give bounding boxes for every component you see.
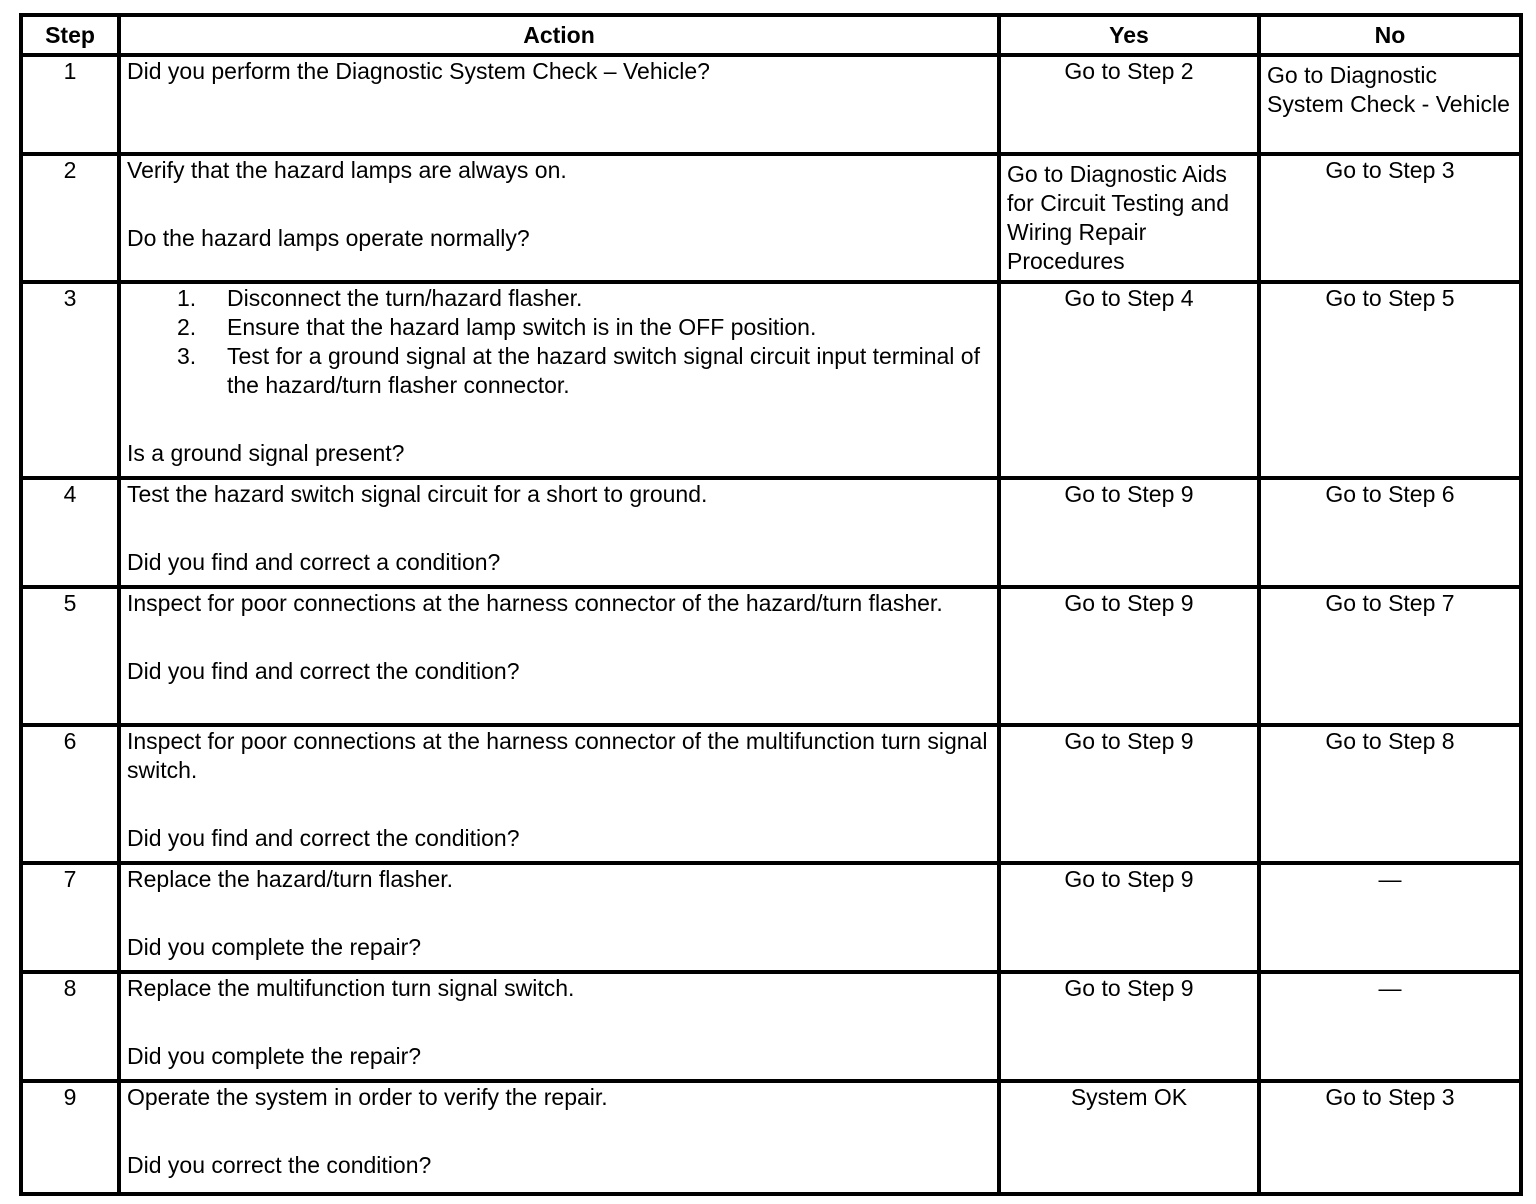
header-yes: Yes [999,15,1259,55]
no-cell: Go to Step 7 [1259,587,1521,725]
yes-cell: Go to Step 9 [999,587,1259,725]
substep-item [177,284,991,313]
action-text: Test the hazard switch signal circuit for a short to ground. [127,481,708,507]
substep-text: Ensure that the hazard lamp switch is in the OFF position. [227,314,817,340]
no-cell: Go to Step 6 [1259,478,1521,587]
action-text: Did you perform the Diagnostic System Check – Vehicle? [127,58,710,84]
yes-cell: Go to Step 9 [999,863,1259,972]
action-cell [119,1081,999,1194]
yes-cell: Go to Diagnostic Aids for Circuit Testing and Wiring Repair Procedures [999,154,1259,282]
action-question: Did you complete the repair? [127,1043,422,1069]
action-question: Did you find and correct the condition? [127,825,520,851]
action-text: Operate the system in order to verify the repair. [127,1084,608,1110]
yes-cell: Go to Step 9 [999,725,1259,863]
action-question: Did you complete the repair? [127,934,422,960]
step-number: 5 [21,587,119,725]
action-text: Verify that the hazard lamps are always on. [127,157,567,183]
table-row [21,863,1521,972]
action-cell [119,587,999,725]
action-cell [119,282,999,478]
yes-cell: System OK [999,1081,1259,1194]
table-row [21,154,1521,282]
no-cell: Go to Step 3 [1259,154,1521,282]
no-cell: — [1259,972,1521,1081]
step-number: 8 [21,972,119,1081]
table-row [21,282,1521,478]
step-number: 2 [21,154,119,282]
action-cell [119,154,999,282]
action-text: Replace the hazard/turn flasher. [127,866,454,892]
action-cell [119,55,999,154]
substep-number: 1. [177,285,197,311]
step-number: 7 [21,863,119,972]
no-cell: Go to Diagnostic System Check - Vehicle [1259,55,1521,154]
yes-cell: Go to Step 9 [999,478,1259,587]
substep-number: 2. [177,314,197,340]
step-number: 9 [21,1081,119,1194]
action-cell [119,863,999,972]
action-question: Is a ground signal present? [127,440,405,466]
yes-cell: Go to Step 2 [999,55,1259,154]
substep-text: Test for a ground signal at the hazard switch signal circuit input terminal of the hazard/turn flasher connector. [227,343,980,398]
substep-text: Disconnect the turn/hazard flasher. [227,285,583,311]
no-cell: Go to Step 5 [1259,282,1521,478]
substep-item [177,342,991,400]
header-no: No [1259,15,1521,55]
table-row [21,478,1521,587]
no-cell: Go to Step 8 [1259,725,1521,863]
step-number: 4 [21,478,119,587]
action-cell [119,725,999,863]
substep-list [127,284,991,400]
substep-item [177,313,991,342]
action-question: Did you correct the condition? [127,1152,432,1178]
action-question: Did you find and correct the condition? [127,658,520,684]
table-row [21,1081,1521,1194]
action-text: Inspect for poor connections at the harness connector of the hazard/turn flasher. [127,590,943,616]
yes-cell: Go to Step 4 [999,282,1259,478]
step-number: 3 [21,282,119,478]
header-row [21,15,1521,55]
diagnostic-table [19,13,1523,1196]
action-text: Inspect for poor connections at the harness connector of the multifunction turn signal switch. [127,728,988,783]
table-row [21,972,1521,1081]
table-row [21,55,1521,154]
action-cell [119,478,999,587]
header-step: Step [21,15,119,55]
table-row [21,725,1521,863]
action-question: Do the hazard lamps operate normally? [127,225,530,251]
step-number: 6 [21,725,119,863]
action-question: Did you find and correct a condition? [127,549,501,575]
no-cell: Go to Step 3 [1259,1081,1521,1194]
step-number: 1 [21,55,119,154]
header-action: Action [119,15,999,55]
action-cell [119,972,999,1081]
yes-cell: Go to Step 9 [999,972,1259,1081]
table-row [21,587,1521,725]
no-cell: — [1259,863,1521,972]
action-text: Replace the multifunction turn signal switch. [127,975,575,1001]
substep-number: 3. [177,343,197,369]
